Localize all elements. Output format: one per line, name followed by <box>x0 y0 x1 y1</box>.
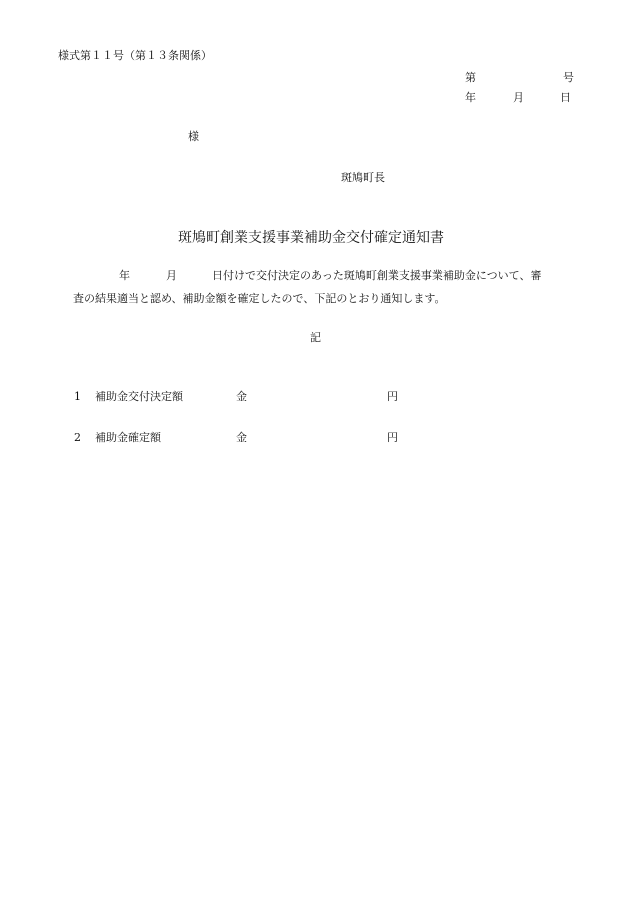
date-month-label: 月 <box>513 91 524 104</box>
date-year-label: 年 <box>465 91 476 104</box>
item-number: 2 <box>74 431 81 444</box>
body-text-line-1: 日付けで交付決定のあった斑鳩町創業支援事業補助金について、審 <box>212 269 542 282</box>
item-number: 1 <box>74 390 81 403</box>
item-currency-unit: 円 <box>387 431 398 444</box>
ki-heading: 記 <box>310 331 321 344</box>
document-number-suffix: 号 <box>563 71 574 84</box>
document-number-prefix: 第 <box>465 71 476 84</box>
addressee-honorific: 様 <box>188 130 199 143</box>
item-label-grant-decision-amount: 補助金交付決定額 <box>95 390 183 403</box>
body-text-line-2: 査の結果適当と認め、補助金額を確定したので、下記のとおり通知します。 <box>73 292 446 305</box>
item-currency-prefix: 金 <box>236 431 247 444</box>
date-day-label: 日 <box>560 91 571 104</box>
item-label-grant-confirmed-amount: 補助金確定額 <box>95 431 161 444</box>
body-month-label: 月 <box>166 269 177 282</box>
item-currency-unit: 円 <box>387 390 398 403</box>
sender-name: 斑鳩町長 <box>341 171 385 184</box>
body-year-label: 年 <box>119 269 130 282</box>
item-currency-prefix: 金 <box>236 390 247 403</box>
document-title: 斑鳩町創業支援事業補助金交付確定通知書 <box>178 230 444 246</box>
form-number: 様式第１１号（第１３条関係） <box>58 49 212 62</box>
